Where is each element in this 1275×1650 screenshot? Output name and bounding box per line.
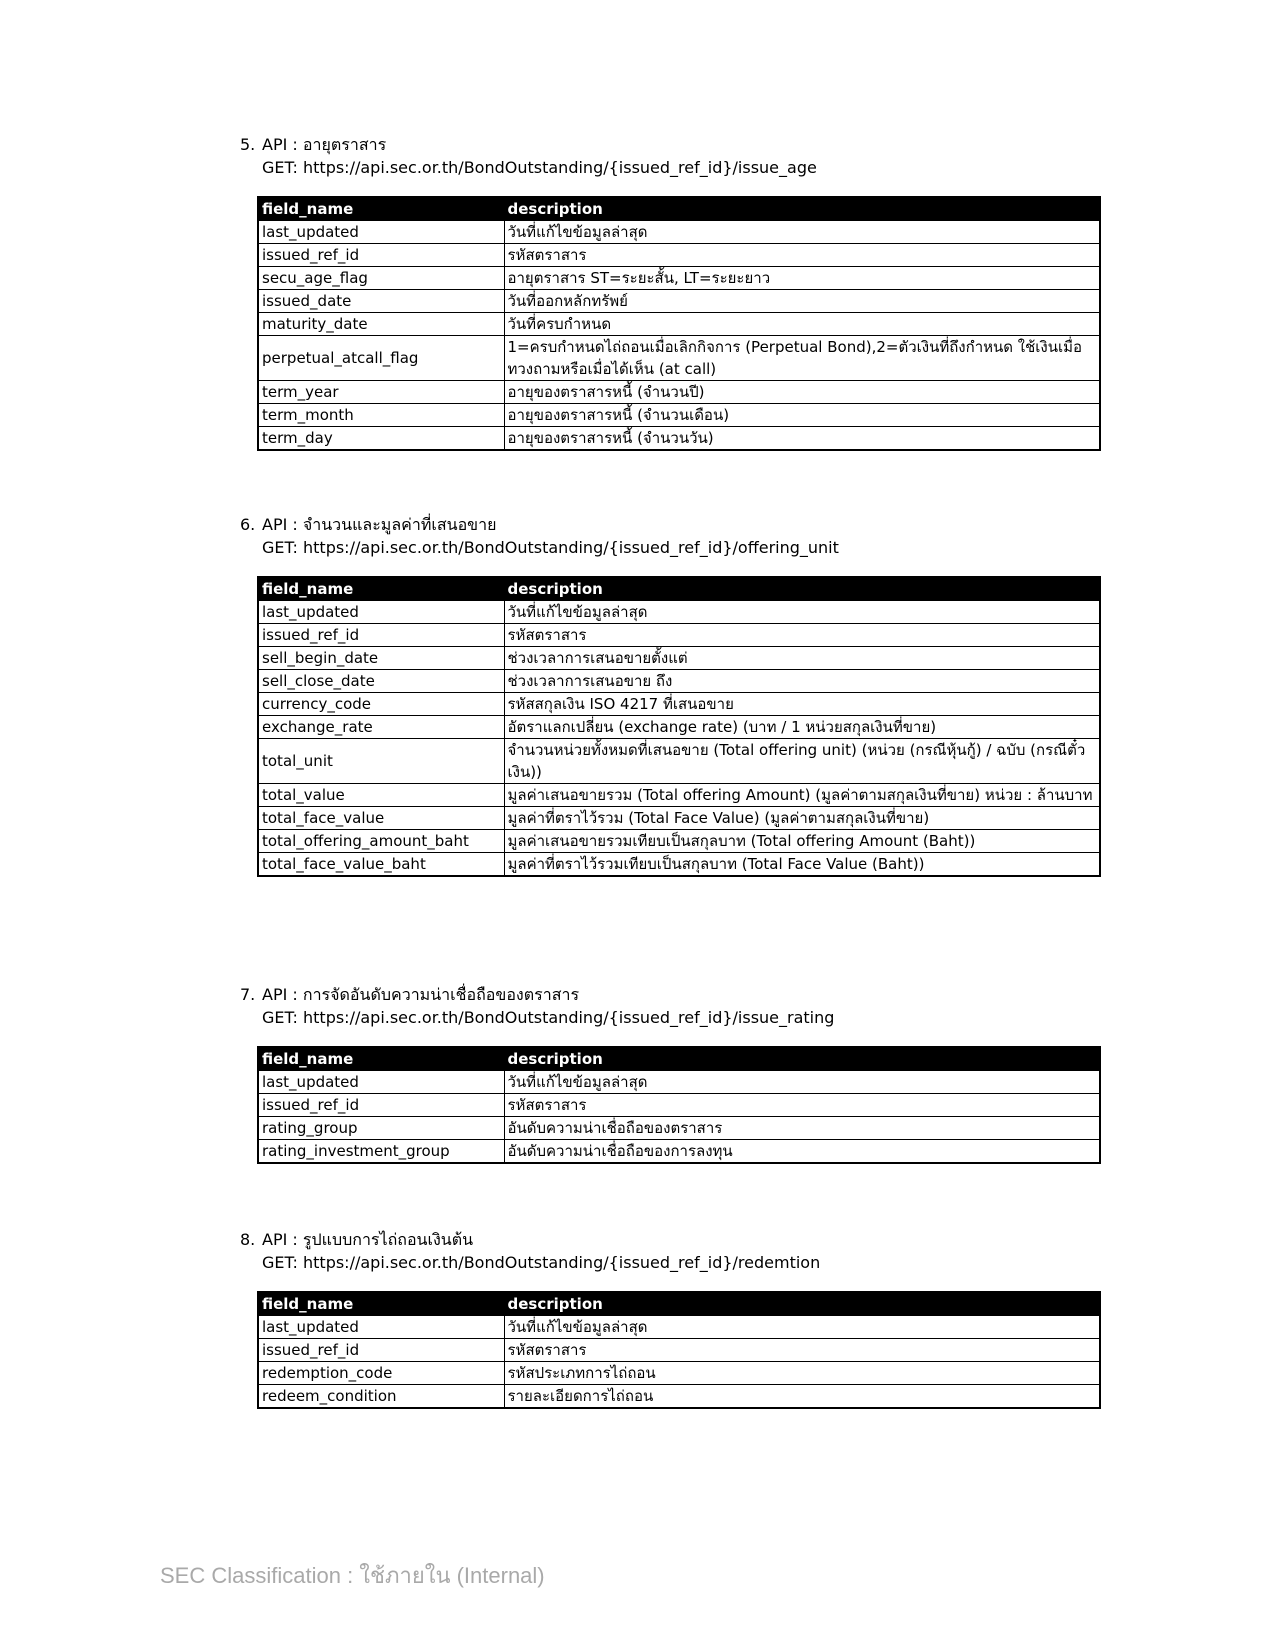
field-name-cell: term_year bbox=[258, 381, 504, 404]
header-field-name: field_name bbox=[258, 1292, 504, 1316]
section-title: API : จำนวนและมูลค่าที่เสนอขาย bbox=[262, 515, 497, 534]
table-row bbox=[258, 807, 1100, 830]
description-cell: รหัสตราสาร bbox=[504, 244, 1100, 267]
field-name-cell: rating_investment_group bbox=[258, 1140, 504, 1164]
description-cell: อันดับความน่าเชื่อถือของตราสาร bbox=[504, 1117, 1100, 1140]
header-field-name: field_name bbox=[258, 197, 504, 221]
table-header-row bbox=[258, 1292, 1100, 1316]
field-name-cell: issued_ref_id bbox=[258, 1094, 504, 1117]
section-heading bbox=[240, 983, 1100, 1006]
field-name-cell: total_value bbox=[258, 784, 504, 807]
field-table bbox=[257, 1046, 1101, 1164]
table-header-row bbox=[258, 1047, 1100, 1071]
field-name-cell: redeem_condition bbox=[258, 1385, 504, 1409]
section-title: API : การจัดอันดับความน่าเชื่อถือของตราสาร bbox=[262, 985, 580, 1004]
description-cell: วันที่แก้ไขข้อมูลล่าสุด bbox=[504, 221, 1100, 244]
description-cell: วันที่ออกหลักทรัพย์ bbox=[504, 290, 1100, 313]
description-cell: วันที่แก้ไขข้อมูลล่าสุด bbox=[504, 1071, 1100, 1094]
description-cell: รหัสตราสาร bbox=[504, 624, 1100, 647]
table-row bbox=[258, 670, 1100, 693]
section-number: 8. bbox=[240, 1230, 256, 1249]
endpoint-url: GET: https://api.sec.or.th/BondOutstanding/{issued_ref_id}/issue_age bbox=[262, 158, 817, 177]
description-cell: รหัสประเภทการไถ่ถอน bbox=[504, 1362, 1100, 1385]
table-row bbox=[258, 1094, 1100, 1117]
header-field-name: field_name bbox=[258, 1047, 504, 1071]
field-name-cell: exchange_rate bbox=[258, 716, 504, 739]
table-row bbox=[258, 1071, 1100, 1094]
table-header-row bbox=[258, 197, 1100, 221]
description-cell: จำนวนหน่วยทั้งหมดที่เสนอขาย (Total offering unit) (หน่วย (กรณีหุ้นกู้) / ฉบับ (กรณีตั๋วเงิน)) bbox=[504, 739, 1100, 784]
table-row bbox=[258, 1385, 1100, 1409]
description-cell: มูลค่าเสนอขายรวม (Total offering Amount) (มูลค่าตามสกุลเงินที่ขาย) หน่วย : ล้านบาท bbox=[504, 784, 1100, 807]
description-cell: วันที่แก้ไขข้อมูลล่าสุด bbox=[504, 601, 1100, 624]
field-table bbox=[257, 196, 1101, 451]
section-heading bbox=[240, 513, 1100, 536]
description-cell: อัตราแลกเปลี่ยน (exchange rate) (บาท / 1 หน่วยสกุลเงินที่ขาย) bbox=[504, 716, 1100, 739]
field-name-cell: issued_ref_id bbox=[258, 624, 504, 647]
table-row bbox=[258, 1339, 1100, 1362]
section-number: 5. bbox=[240, 135, 256, 154]
table-row bbox=[258, 381, 1100, 404]
description-cell: มูลค่าที่ตราไว้รวม (Total Face Value) (มูลค่าตามสกุลเงินที่ขาย) bbox=[504, 807, 1100, 830]
field-name-cell: issued_ref_id bbox=[258, 1339, 504, 1362]
field-name-cell: rating_group bbox=[258, 1117, 504, 1140]
description-cell: มูลค่าเสนอขายรวมเทียบเป็นสกุลบาท (Total offering Amount (Baht)) bbox=[504, 830, 1100, 853]
section-number: 7. bbox=[240, 985, 256, 1004]
header-description: description bbox=[504, 1292, 1100, 1316]
description-cell: อายุของตราสารหนี้ (จำนวนเดือน) bbox=[504, 404, 1100, 427]
field-name-cell: last_updated bbox=[258, 1071, 504, 1094]
description-cell: รายละเอียดการไถ่ถอน bbox=[504, 1385, 1100, 1409]
table-row bbox=[258, 784, 1100, 807]
table-row bbox=[258, 221, 1100, 244]
table-row bbox=[258, 1117, 1100, 1140]
field-name-cell: total_face_value_baht bbox=[258, 853, 504, 877]
table-row bbox=[258, 267, 1100, 290]
field-name-cell: total_unit bbox=[258, 739, 504, 784]
section-heading bbox=[240, 1228, 1100, 1251]
description-cell: อายุตราสาร ST=ระยะสั้น, LT=ระยะยาว bbox=[504, 267, 1100, 290]
endpoint-url: GET: https://api.sec.or.th/BondOutstanding/{issued_ref_id}/redemtion bbox=[262, 1253, 821, 1272]
field-name-cell: sell_close_date bbox=[258, 670, 504, 693]
description-cell: ช่วงเวลาการเสนอขาย ถึง bbox=[504, 670, 1100, 693]
section-title: API : รูปแบบการไถ่ถอนเงินต้น bbox=[262, 1230, 474, 1249]
field-name-cell: last_updated bbox=[258, 601, 504, 624]
field-name-cell: secu_age_flag bbox=[258, 267, 504, 290]
table-row bbox=[258, 1140, 1100, 1164]
section-redemption bbox=[240, 1228, 1100, 1405]
description-cell: 1=ครบกำหนดไถ่ถอนเมื่อเลิกกิจการ (Perpetual Bond),2=ตัวเงินที่ถึงกำหนด ใช้เงินเมื่อทวงถามหรือเมื่อได้เห็น (at call) bbox=[504, 336, 1100, 381]
field-table bbox=[257, 576, 1101, 877]
description-cell: วันที่แก้ไขข้อมูลล่าสุด bbox=[504, 1316, 1100, 1339]
table-row bbox=[258, 290, 1100, 313]
section-number: 6. bbox=[240, 515, 256, 534]
description-cell: รหัสตราสาร bbox=[504, 1339, 1100, 1362]
field-name-cell: redemption_code bbox=[258, 1362, 504, 1385]
field-name-cell: last_updated bbox=[258, 221, 504, 244]
endpoint-url: GET: https://api.sec.or.th/BondOutstanding/{issued_ref_id}/offering_unit bbox=[262, 538, 839, 557]
field-name-cell: last_updated bbox=[258, 1316, 504, 1339]
field-name-cell: term_day bbox=[258, 427, 504, 451]
table-row bbox=[258, 1316, 1100, 1339]
description-cell: รหัสตราสาร bbox=[504, 1094, 1100, 1117]
field-name-cell: sell_begin_date bbox=[258, 647, 504, 670]
table-row bbox=[258, 601, 1100, 624]
description-cell: ช่วงเวลาการเสนอขายตั้งแต่ bbox=[504, 647, 1100, 670]
header-description: description bbox=[504, 577, 1100, 601]
table-row bbox=[258, 427, 1100, 451]
table-row bbox=[258, 244, 1100, 267]
description-cell: อายุของตราสารหนี้ (จำนวนวัน) bbox=[504, 427, 1100, 451]
section-issue-age bbox=[240, 133, 1100, 447]
field-table bbox=[257, 1291, 1101, 1409]
table-row bbox=[258, 313, 1100, 336]
field-name-cell: total_face_value bbox=[258, 807, 504, 830]
classification-footer: SEC Classification : ใช้ภายใน (Internal) bbox=[160, 1563, 545, 1588]
field-name-cell: total_offering_amount_baht bbox=[258, 830, 504, 853]
field-name-cell: issued_ref_id bbox=[258, 244, 504, 267]
description-cell: อันดับความน่าเชื่อถือของการลงทุน bbox=[504, 1140, 1100, 1164]
description-cell: วันที่ครบกำหนด bbox=[504, 313, 1100, 336]
table-row bbox=[258, 647, 1100, 670]
table-header-row bbox=[258, 577, 1100, 601]
endpoint-url: GET: https://api.sec.or.th/BondOutstanding/{issued_ref_id}/issue_rating bbox=[262, 1008, 835, 1027]
header-field-name: field_name bbox=[258, 577, 504, 601]
section-issue-rating bbox=[240, 983, 1100, 1160]
section-heading bbox=[240, 133, 1100, 156]
field-name-cell: maturity_date bbox=[258, 313, 504, 336]
table-row bbox=[258, 624, 1100, 647]
field-name-cell: currency_code bbox=[258, 693, 504, 716]
description-cell: อายุของตราสารหนี้ (จำนวนปี) bbox=[504, 381, 1100, 404]
table-row bbox=[258, 404, 1100, 427]
table-row bbox=[258, 1362, 1100, 1385]
table-row bbox=[258, 716, 1100, 739]
description-cell: รหัสสกุลเงิน ISO 4217 ที่เสนอขาย bbox=[504, 693, 1100, 716]
table-row bbox=[258, 336, 1100, 381]
section-offering-unit bbox=[240, 513, 1100, 873]
field-name-cell: issued_date bbox=[258, 290, 504, 313]
section-title: API : อายุตราสาร bbox=[262, 135, 387, 154]
table-row bbox=[258, 853, 1100, 877]
header-description: description bbox=[504, 1047, 1100, 1071]
header-description: description bbox=[504, 197, 1100, 221]
field-name-cell: term_month bbox=[258, 404, 504, 427]
table-row bbox=[258, 693, 1100, 716]
description-cell: มูลค่าที่ตราไว้รวมเทียบเป็นสกุลบาท (Total Face Value (Baht)) bbox=[504, 853, 1100, 877]
table-row bbox=[258, 830, 1100, 853]
table-row bbox=[258, 739, 1100, 784]
field-name-cell: perpetual_atcall_flag bbox=[258, 336, 504, 381]
